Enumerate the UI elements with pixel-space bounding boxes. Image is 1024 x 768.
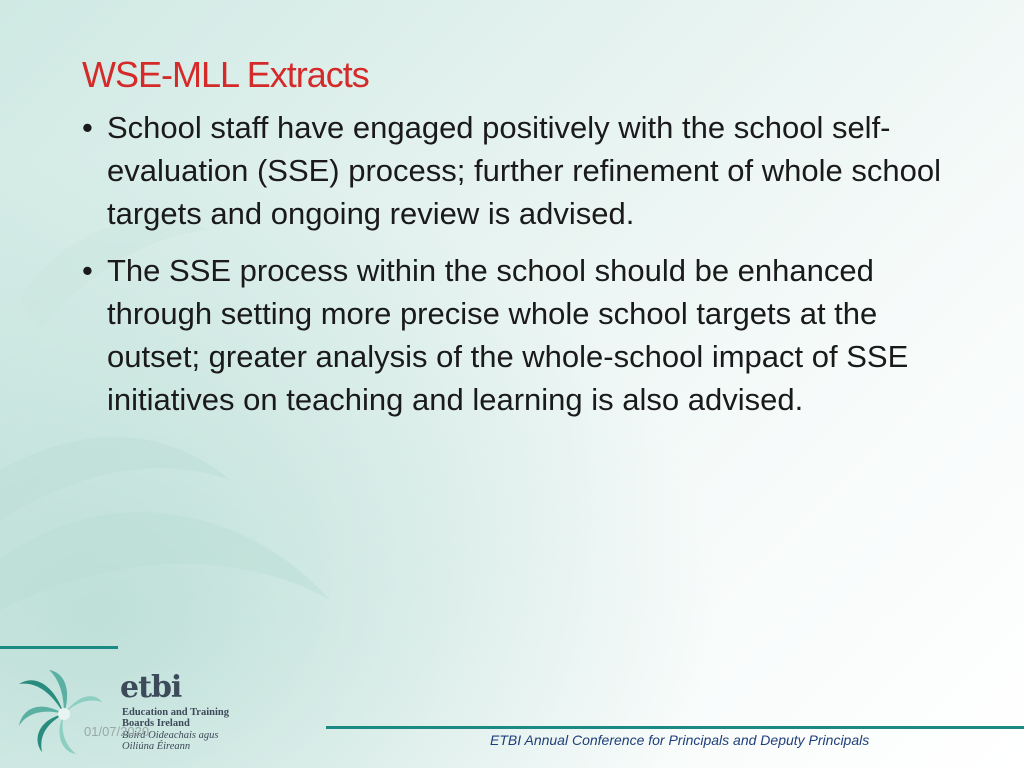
footer-text: ETBI Annual Conference for Principals and Deputy Principals [490, 732, 870, 748]
accent-line-left [0, 646, 118, 649]
etbi-swirl-logo-icon [14, 664, 104, 754]
slide-date: 01/07/2020 [84, 724, 150, 739]
bullet-text: The SSE process within the school should be enhanced through setting more precise whole school targets at the outset; greater analysis of the whole-school impact of SSE initiatives on teaching and learning is also advised. [107, 253, 909, 417]
bullet-marker: • [82, 253, 93, 288]
bullet-marker: • [82, 110, 93, 145]
logo-wordmark: etbi [120, 670, 182, 705]
footer-divider [326, 726, 1024, 729]
bullet-item [82, 106, 962, 235]
slide-title: WSE-MLL Extracts [82, 54, 369, 95]
bullet-item [82, 249, 962, 421]
logo-subtitle: Education and Training Boards Ireland [122, 707, 229, 729]
logo-irish-subtitle: Boird Oideachais agus Oiliúna Éireann [122, 730, 219, 752]
bullet-list [82, 106, 962, 435]
bullet-text: School staff have engaged positively with the school self-evaluation (SSE) process; further refinement of whole school targets and ongoing review is advised. [107, 110, 941, 231]
